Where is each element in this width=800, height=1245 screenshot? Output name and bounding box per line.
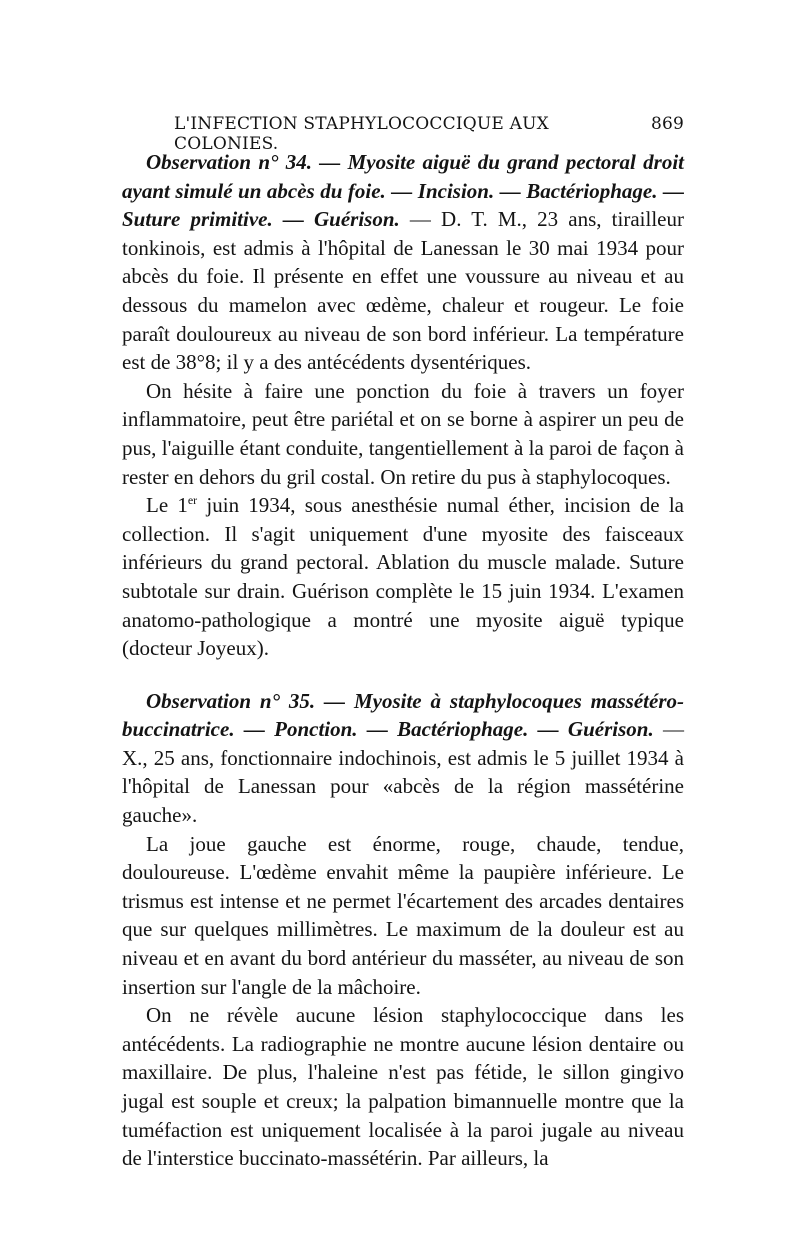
- body-text: [122, 148, 684, 1173]
- running-title: L'INFECTION STAPHYLOCOCCIQUE AUX COLONIES.: [174, 114, 549, 154]
- observation-34-heading: Observation n° 34. — Myosite aiguë du grand pectoral droit ayant simulé un abcès du foie. — Incision. — Bactériophage. — Suture primitive. — Guérison.: [122, 150, 684, 232]
- observation-35-paragraph-1: [122, 687, 684, 830]
- observation-34-p3-rest: juin 1934, sous anesthésie numal éther, incision de la collection. Il s'agit uniquement d'une myosite des faisceaux inférieurs du grand pectoral. Ablation du muscle malade. Suture subtotale sur drain. Guérison complète le 15 juin 1934. L'examen anatomo-pathologique a montré une myosite aiguë typique (docteur Joyeux).: [122, 493, 684, 661]
- running-head: [174, 114, 684, 154]
- observation-35-paragraph-2: La joue gauche est énorme, rouge, chaude, tendue, douloureuse. L'œdème envahit même la paupière inférieure. Le trismus est intense et ne permet l'écartement des arcades dentaires que sur quelques millimètres. Le maximum de la douleur est au niveau et en avant du bord antérieur du masséter, au niveau de son insertion sur l'angle de la mâchoire.: [122, 831, 684, 999]
- ordinal-superscript: er: [187, 493, 198, 508]
- observation-34-paragraph-1: [122, 148, 684, 377]
- observation-34-paragraph-3: [122, 491, 684, 663]
- observation-35-intro-text: — X., 25 ans, fonctionnaire indochinois, est admis le 5 juillet 1934 à l'hôpital de Lanessan pour «abcès de la région massétérine gauche».: [122, 717, 685, 828]
- observation-34-intro-text: — D. T. M., 23 ans, tirailleur tonkinois, est admis à l'hôpital de Lanessan le 30 mai 1934 pour abcès du foie. Il présente en effet une voussure au niveau et au dessous du mamelon avec œdème, chaleur et rougeur. Le foie paraît douloureux au niveau de son bord inférieur. La température est de 38°8; il y a des antécédents dysentériques.: [122, 207, 684, 375]
- observation-34-p3-start: Le 1: [146, 493, 188, 518]
- observation-35-heading: Observation n° 35. — Myosite à staphylocoques massétéro-buccinatrice. — Ponction. — Bactériophage. — Guérison.: [122, 688, 684, 742]
- observation-34-paragraph-2: On hésite à faire une ponction du foie à travers un foyer inflammatoire, peut être pariétal et on se borne à aspirer un peu de pus, l'aiguille étant conduite, tangentiellement à la paroi de façon à rester en dehors du gril costal. On retire du pus à staphylocoques.: [122, 378, 684, 489]
- page-number: 869: [650, 114, 684, 134]
- observation-35-paragraph-3: On ne révèle aucune lésion staphylococcique dans les antécédents. La radiographie ne montre aucune lésion dentaire ou maxillaire. De plus, l'haleine n'est pas fétide, le sillon gingivo jugal est souple et creux; la palpation bimannuelle montre que la tuméfaction est uniquement localisée à la paroi jugale au niveau de l'interstice buccinato-massétérin. Par ailleurs, la: [122, 1003, 684, 1171]
- section-divider-space: [122, 663, 684, 687]
- book-page: [122, 114, 684, 1173]
